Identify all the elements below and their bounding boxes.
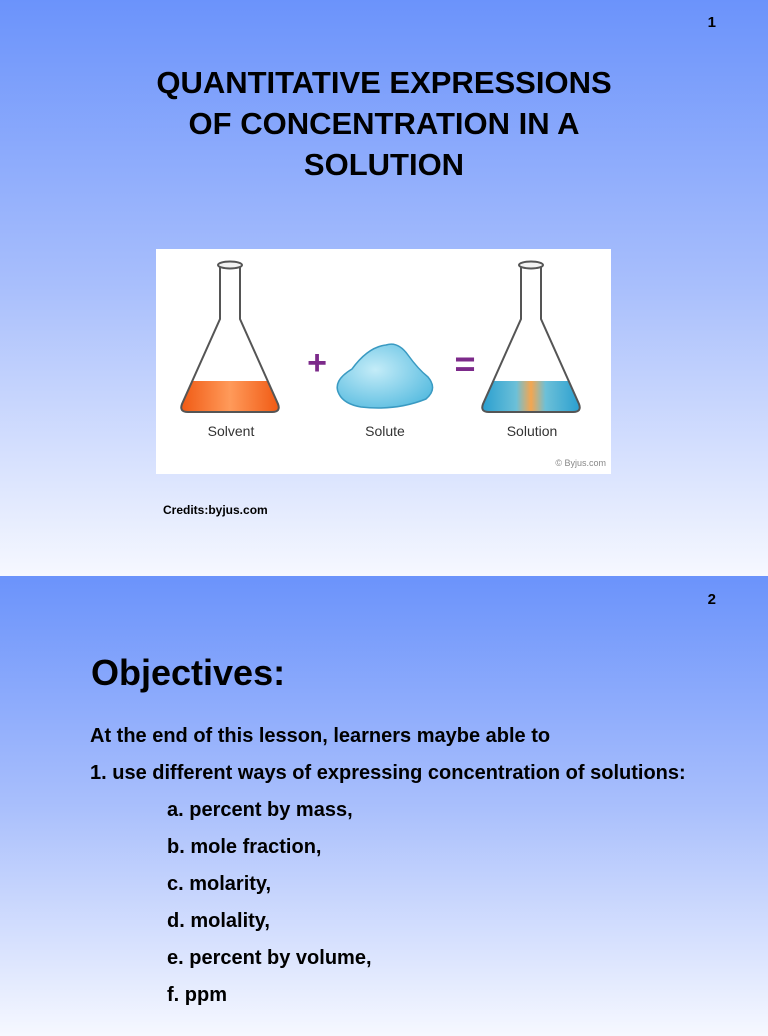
objective-subitem: b. mole fraction, [167, 836, 322, 858]
objective-subitem: a. percent by mass, [167, 799, 353, 821]
watermark: © Byjus.com [555, 458, 606, 468]
objectives-heading: Objectives: [91, 652, 286, 693]
page-number: 2 [707, 591, 716, 608]
solute-pile-icon [337, 344, 432, 408]
title-line: SOLUTION [303, 147, 465, 182]
objective-subitem: e. percent by volume, [167, 947, 372, 969]
slide-title [60, 62, 708, 185]
solution-diagram [156, 249, 611, 474]
page-number: 1 [707, 14, 716, 31]
credits-text: Credits:byjus.com [163, 503, 268, 517]
objectives-intro: At the end of this lesson, learners maybe able to [90, 725, 551, 747]
slide-2 [0, 576, 768, 1036]
title-line: OF CONCENTRATION IN A [188, 106, 580, 141]
solvent-flask-icon [181, 262, 279, 413]
solution-flask-icon [482, 262, 580, 413]
solvent-label: Solvent [207, 423, 255, 439]
solution-label: Solution [506, 423, 558, 439]
objective-subitem: c. molarity, [167, 873, 272, 895]
solute-label: Solute [365, 423, 405, 439]
title-line: QUANTITATIVE EXPRESSIONS [156, 65, 612, 100]
objective-subitem: d. molality, [167, 910, 270, 932]
objectives-list [90, 722, 690, 1018]
objective-subitem: f. ppm [167, 984, 227, 1006]
objective-item: 1. use different ways of expressing concentration of solutions: [90, 762, 686, 784]
plus-sign: + [307, 344, 327, 382]
equals-sign: = [454, 343, 476, 384]
solution-illustration [156, 249, 611, 474]
